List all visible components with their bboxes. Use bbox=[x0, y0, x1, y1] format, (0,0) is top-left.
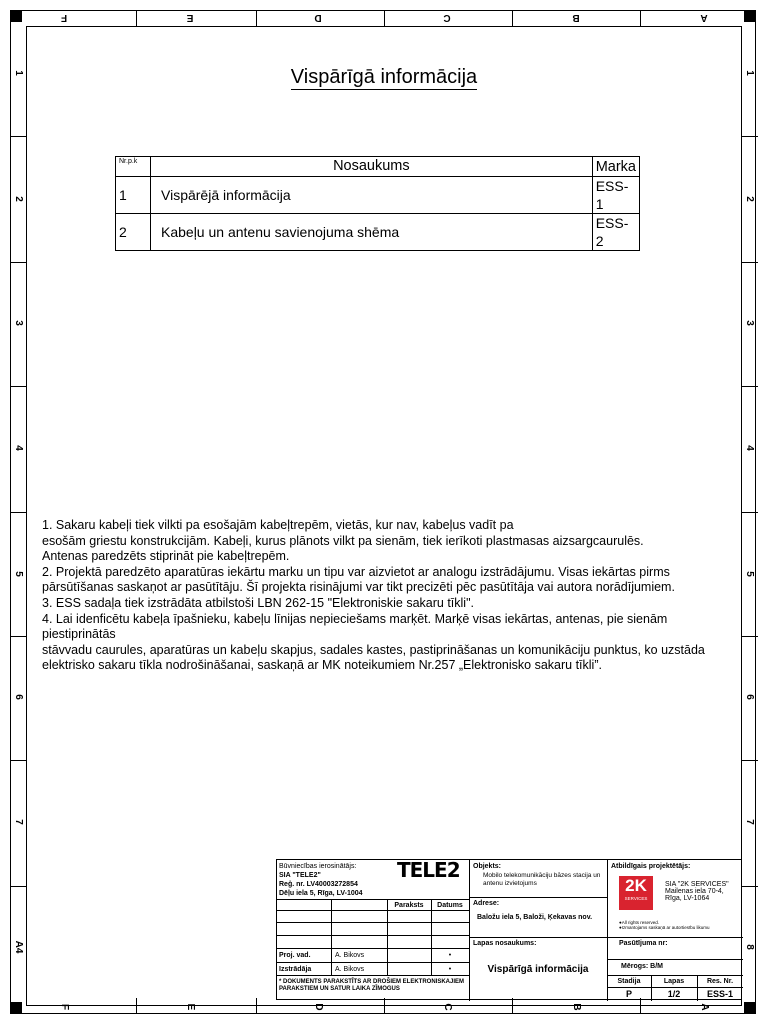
note-line: 3. ESS sadaļa tiek izstrādāta atbilstoši LBN 262-15 "Elektroniskie sakaru tīkli". bbox=[42, 595, 474, 610]
rights-reserved: ●All rights reserved. bbox=[619, 920, 659, 925]
2k-logo-sub: SERVICES bbox=[624, 896, 648, 901]
izstradaja-name: A. Bikovs bbox=[335, 966, 365, 973]
zone-label-right: 4 bbox=[744, 445, 755, 451]
initiator-label: Būvniecības ierosinātājs: bbox=[279, 863, 357, 870]
2k-services-logo bbox=[619, 876, 653, 910]
designer-name: SIA "2K SERVICES" bbox=[665, 881, 729, 888]
tele2-logo: TELE2 bbox=[397, 858, 460, 882]
revision-value: ESS-1 bbox=[706, 989, 733, 999]
order-number-label: Pasūtījuma nr: bbox=[619, 940, 668, 947]
row-num: 2 bbox=[116, 214, 151, 251]
zone-label-top: F bbox=[60, 12, 68, 23]
note-line: 4. Lai idenficētu kabeļa īpašnieku, kabeļu līnijas nepieciešams marķēt. Marķē visas iekārtas, antenas, pie sienām piestiprinātās bbox=[42, 611, 668, 642]
corner-mark bbox=[10, 10, 22, 22]
note-line: esošām griestu konstrukcijām. Kabeļi, kurus plānots vilkt pa sienām, tiek ierīkoti plastmasas aizsargcaurulēs. bbox=[42, 533, 644, 548]
initiator-reg: Reģ. nr. LV40003272854 bbox=[279, 881, 358, 888]
header-name: Nosaukums bbox=[151, 157, 593, 177]
corner-mark bbox=[744, 10, 756, 22]
proj-vad-label: Proj. vad. bbox=[279, 952, 311, 959]
zone-label-left: 5 bbox=[13, 571, 24, 577]
note-line: elektrisko sakaru tīkla nodrošināšanai, saskaņā ar MK noteikumiem Nr.257 „Elektronisko sakaru tīkli”. bbox=[42, 658, 602, 673]
corner-mark bbox=[744, 1002, 756, 1014]
zone-label-bottom: F bbox=[59, 1003, 70, 1011]
izstradaja-label: Izstrādāja bbox=[279, 966, 312, 973]
row-mark: ESS-1 bbox=[592, 177, 639, 214]
table-header-row bbox=[116, 157, 640, 177]
sheet-name-label: Lapas nosaukums: bbox=[473, 940, 537, 947]
zone-label-right: 3 bbox=[744, 320, 755, 326]
designer-label: Atbildīgais projektētājs: bbox=[611, 863, 691, 870]
row-num: 1 bbox=[116, 177, 151, 214]
corner-mark bbox=[10, 1002, 22, 1014]
zone-label-top: D bbox=[314, 12, 322, 23]
zone-label-right: 1 bbox=[744, 70, 755, 76]
table-row bbox=[116, 214, 640, 251]
e-signature-note: * DOKUMENTS PARAKSTĪTS AR DROŠIEM ELEKTRONISKAJIEM PARAKSTIEM UN SATUR LAIKA ZĪMOGUS bbox=[279, 979, 465, 992]
copyright-notice: ●Izmantojams saskaņā ar autortiesību likumu bbox=[619, 925, 710, 930]
zone-label-right: 2 bbox=[744, 196, 755, 202]
zone-label-top: C bbox=[443, 12, 451, 23]
header-mark: Marka bbox=[592, 157, 639, 177]
note-line: stāvvadu caurules, aparatūras un kabeļu skapjus, sadales kastes, pastiprināšanas un komunikāciju punktus, ko uzstāda bbox=[42, 642, 705, 657]
stage-value: P bbox=[625, 989, 632, 999]
general-notes bbox=[42, 518, 732, 674]
zone-label-bottom: C bbox=[442, 1003, 453, 1011]
row-mark: ESS-2 bbox=[592, 214, 639, 251]
zone-label-top: E bbox=[186, 12, 194, 23]
row-name: Kabeļu un antenu savienojuma shēma bbox=[151, 214, 593, 251]
page-title-wrap bbox=[0, 66, 768, 89]
initiator-address: Dēļu iela 5, Rīga, LV-1004 bbox=[279, 890, 363, 897]
zone-label-right: 7 bbox=[744, 819, 755, 825]
izstradaja-signed-mark: • bbox=[448, 966, 452, 973]
contents-table bbox=[115, 156, 640, 251]
title-block bbox=[276, 859, 742, 1000]
initiator-name: SIA "TELE2" bbox=[279, 872, 321, 879]
proj-vad-signed-mark: • bbox=[448, 952, 452, 959]
sheet-header: Lapas bbox=[663, 978, 685, 985]
zone-label-left: A4 bbox=[13, 940, 24, 954]
address-label: Adrese: bbox=[473, 900, 500, 907]
zone-label-left: 6 bbox=[13, 694, 24, 700]
note-line: Antenas paredzēts stiprināt pie kabeļtrepēm. bbox=[42, 549, 290, 564]
zone-label-left: 1 bbox=[13, 70, 24, 76]
revision-header: Res. Nr. bbox=[706, 978, 734, 985]
object-label: Objekts: bbox=[473, 863, 502, 870]
stage-header: Stadija bbox=[617, 978, 641, 985]
zone-label-top: B bbox=[572, 12, 580, 23]
object-value: Mobilo telekomunikāciju bāzes stacija un antenu izvietojums bbox=[483, 872, 601, 887]
sheet-name-value: Vispārīgā informācija bbox=[487, 964, 589, 975]
zone-label-bottom: A bbox=[699, 1003, 710, 1011]
zone-label-right: 6 bbox=[744, 694, 755, 700]
header-num: Nr.p.k bbox=[116, 157, 151, 177]
zone-label-right: 5 bbox=[744, 571, 755, 577]
note-line: pārsūtīšanas saskaņot ar pasūtītāju. Šī projekta risinājumi var tikt precizēti pēc pasūtītāja vai autora norādījumiem. bbox=[42, 580, 675, 595]
sheet-value: 1/2 bbox=[667, 989, 681, 999]
zone-label-bottom: B bbox=[571, 1003, 582, 1011]
page-title: Vispārīgā informācija bbox=[290, 66, 478, 88]
zone-label-right: 8 bbox=[744, 944, 755, 950]
signature-header: Paraksts bbox=[394, 902, 424, 909]
designer-address-1: Mailenas iela 70-4, bbox=[665, 888, 724, 895]
address-value: Baložu iela 5, Baloži, Ķekavas nov. bbox=[477, 914, 593, 921]
zone-label-left: 7 bbox=[13, 819, 24, 825]
table-row bbox=[116, 177, 640, 214]
zone-label-bottom: D bbox=[313, 1003, 324, 1011]
zone-label-bottom: E bbox=[185, 1003, 196, 1011]
row-name: Vispārējā informācija bbox=[151, 177, 593, 214]
note-line: 1. Sakaru kabeļi tiek vilkti pa esošajām kabeļtrepēm, vietās, kur nav, kabeļus vadīt pa bbox=[42, 518, 514, 532]
2k-logo-text: 2K bbox=[625, 876, 647, 895]
designer-address-2: Rīga, LV-1064 bbox=[665, 895, 710, 902]
scale-label: Mērogs: B/M bbox=[621, 963, 663, 970]
zone-label-left: 2 bbox=[13, 196, 24, 202]
zone-label-top: A bbox=[700, 12, 708, 23]
zone-label-left: 4 bbox=[13, 445, 24, 451]
date-header: Datums bbox=[437, 902, 463, 909]
note-line: 2. Projektā paredzēto aparatūras iekārtu marku un tipu var aizvietot ar analogu izstrādājumu. Visas iekārtas pirms bbox=[42, 564, 670, 579]
proj-vad-name: A. Bikovs bbox=[335, 952, 365, 959]
zone-label-left: 3 bbox=[13, 320, 24, 326]
